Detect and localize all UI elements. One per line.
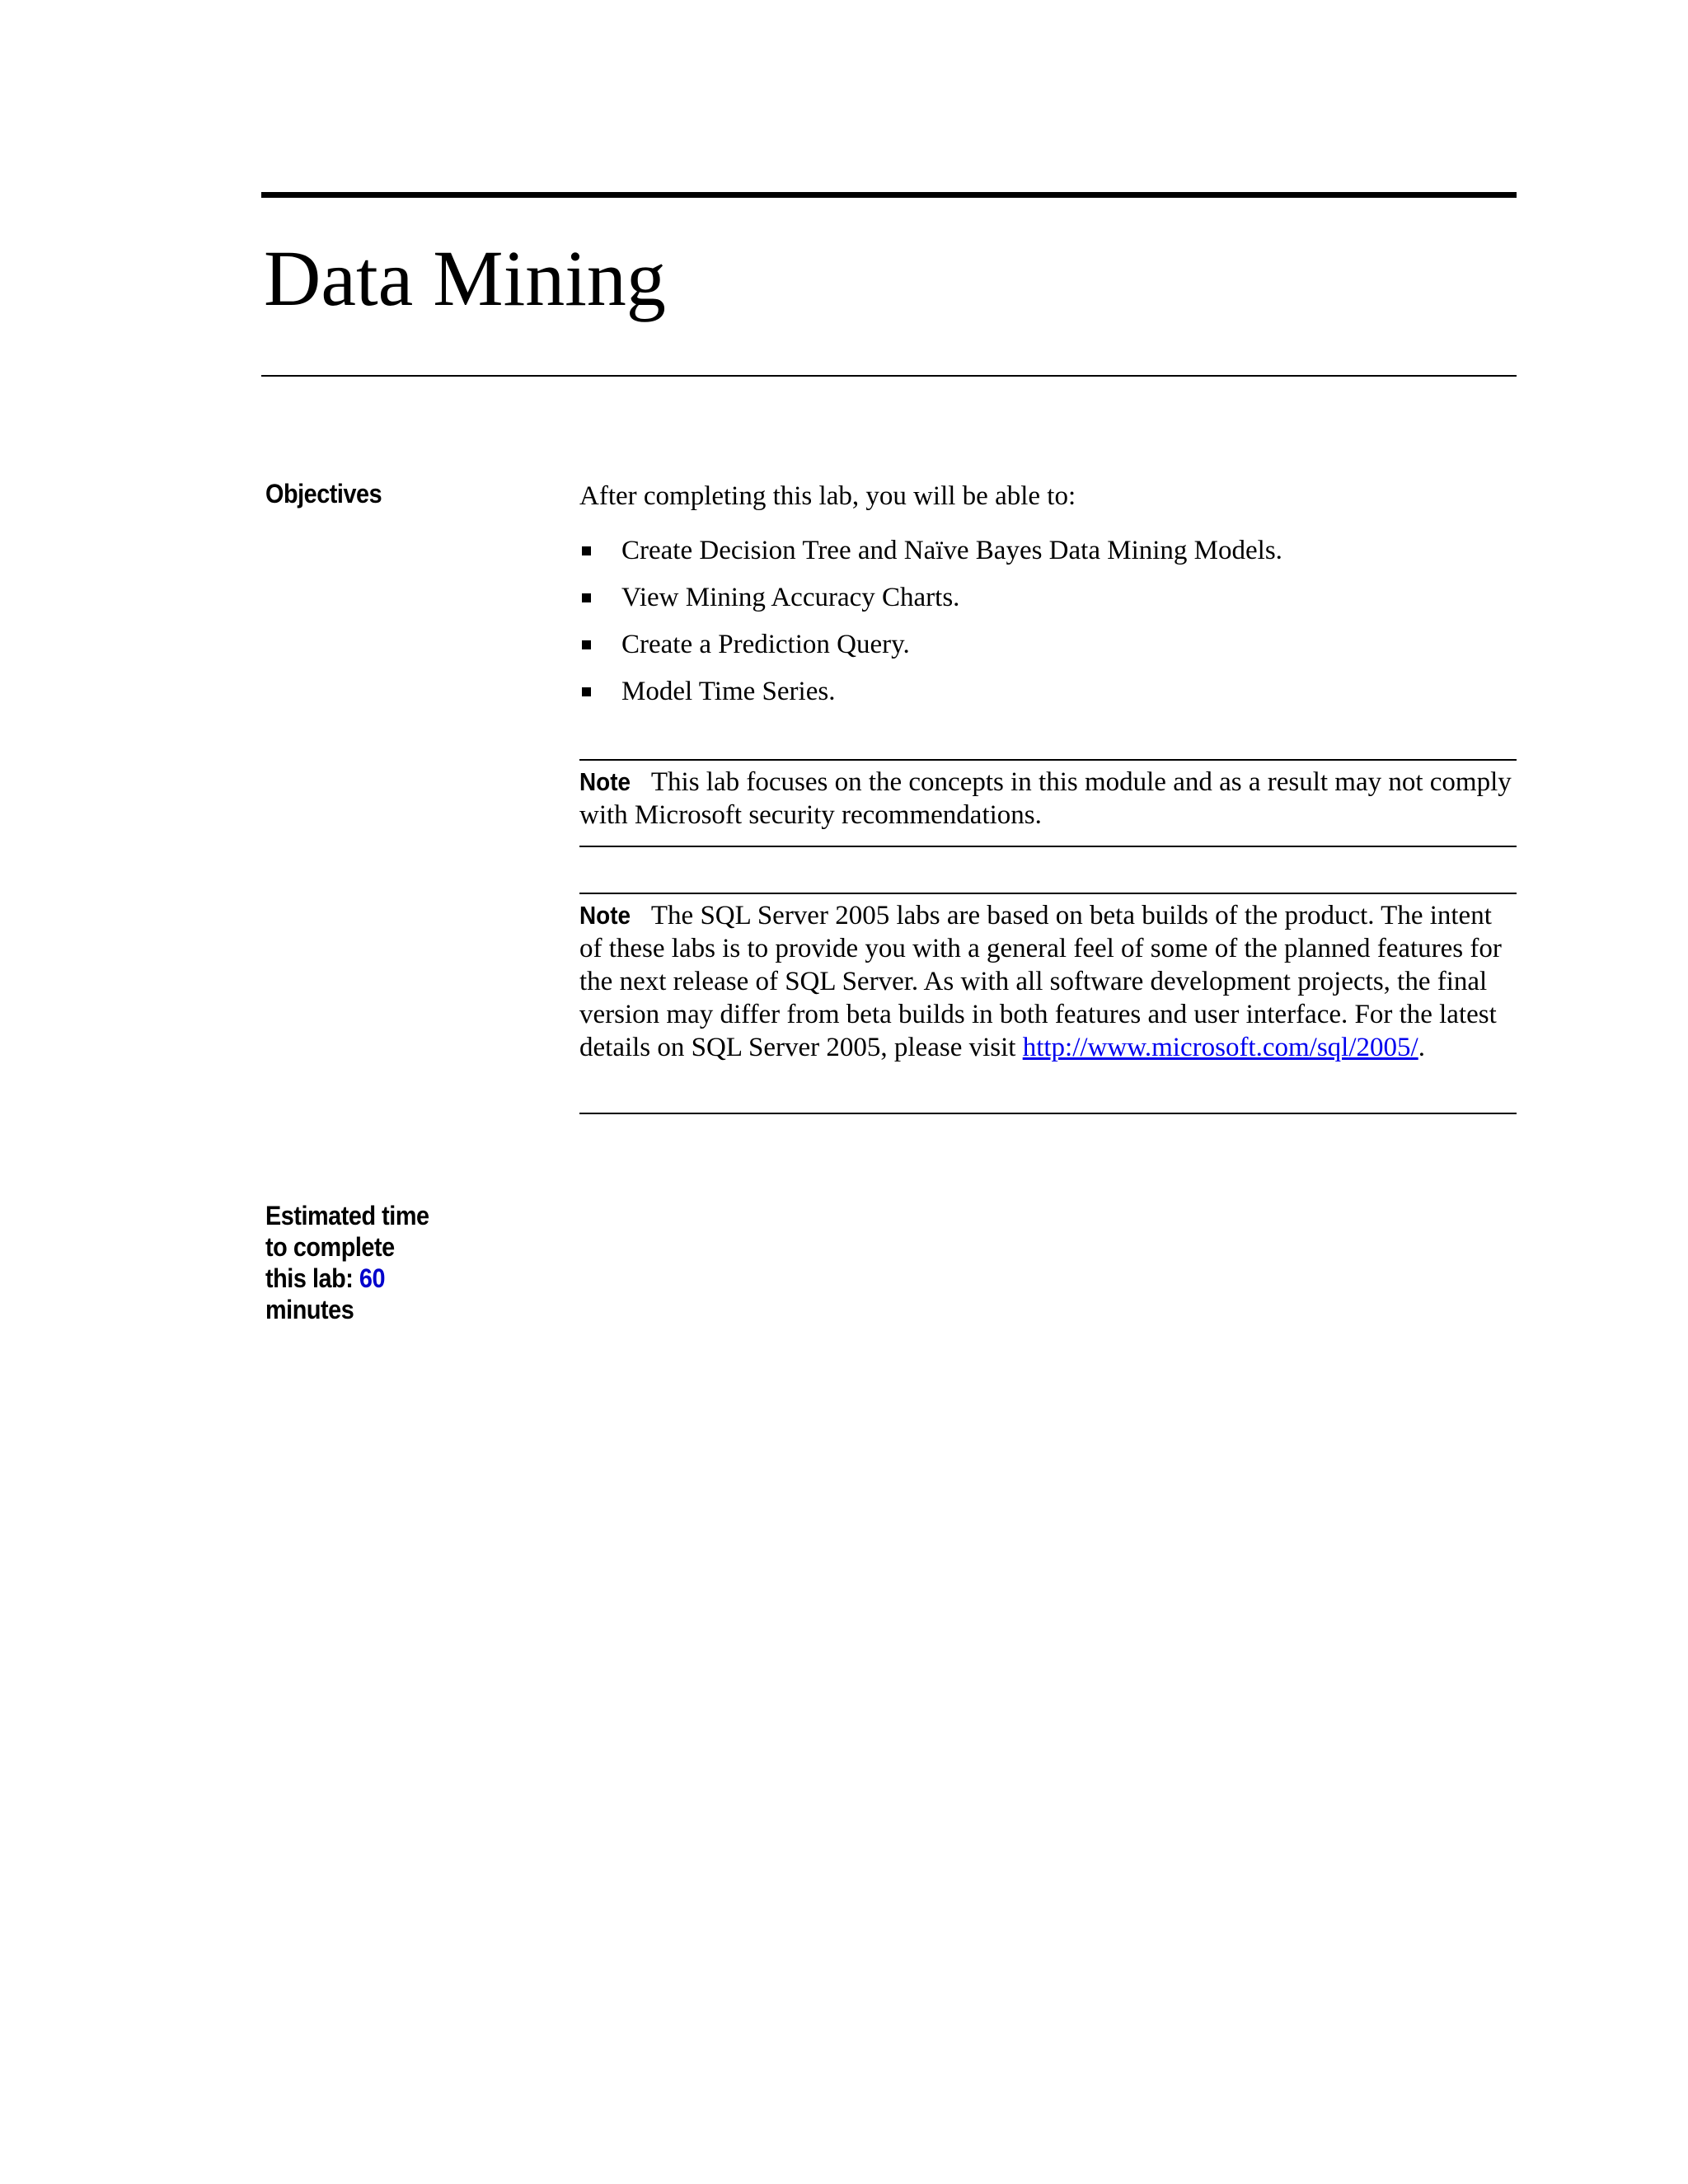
page-title: Data Mining bbox=[264, 234, 666, 322]
security-note-body: This lab focuses on the concepts in this module and as a result may not comply with Microsoft security recommendations. bbox=[579, 767, 1512, 830]
beta-note-end: . bbox=[1418, 1033, 1425, 1062]
note-label: Note bbox=[579, 901, 631, 930]
objectives-intro: After completing this lab, you will be able to: bbox=[579, 481, 1076, 511]
list-item bbox=[579, 534, 1282, 567]
title-rule bbox=[261, 375, 1517, 377]
list-item bbox=[579, 675, 1282, 708]
security-note bbox=[579, 759, 1517, 847]
note-label: Note bbox=[579, 767, 631, 796]
estimate-suffix: minutes bbox=[265, 1295, 354, 1324]
objective-text: Create Decision Tree and Naïve Bayes Data Mining Models. bbox=[621, 536, 1282, 565]
bullet-icon bbox=[582, 593, 591, 602]
objective-text: Model Time Series. bbox=[621, 677, 836, 706]
list-item bbox=[579, 628, 1282, 661]
objective-text: View Mining Accuracy Charts. bbox=[621, 583, 960, 612]
estimated-time-label bbox=[265, 1200, 436, 1325]
bullet-icon bbox=[582, 546, 591, 555]
beta-note bbox=[579, 893, 1517, 1114]
estimate-prefix: Estimated time to complete this lab: bbox=[265, 1201, 429, 1293]
beta-note-body: The SQL Server 2005 labs are based on beta builds of the product. The intent of these labs is to provide you with a general feel of some of the planned features for the next release of SQL Server. As with all software development projects, the final version may differ from beta builds in both features and user interface. For the latest details on SQL Server 2005, please visit bbox=[579, 901, 1502, 1062]
sql-2005-link[interactable]: http://www.microsoft.com/sql/2005/ bbox=[1022, 1033, 1418, 1062]
objectives-list bbox=[579, 534, 1282, 722]
top-rule bbox=[261, 192, 1517, 198]
objectives-label: Objectives bbox=[265, 479, 382, 509]
objective-text: Create a Prediction Query. bbox=[621, 630, 910, 659]
bullet-icon bbox=[582, 687, 591, 696]
beta-note-text bbox=[579, 899, 1517, 1064]
security-note-text bbox=[579, 766, 1517, 832]
bullet-icon bbox=[582, 640, 591, 649]
list-item bbox=[579, 581, 1282, 614]
estimate-value: 60 bbox=[359, 1263, 386, 1293]
